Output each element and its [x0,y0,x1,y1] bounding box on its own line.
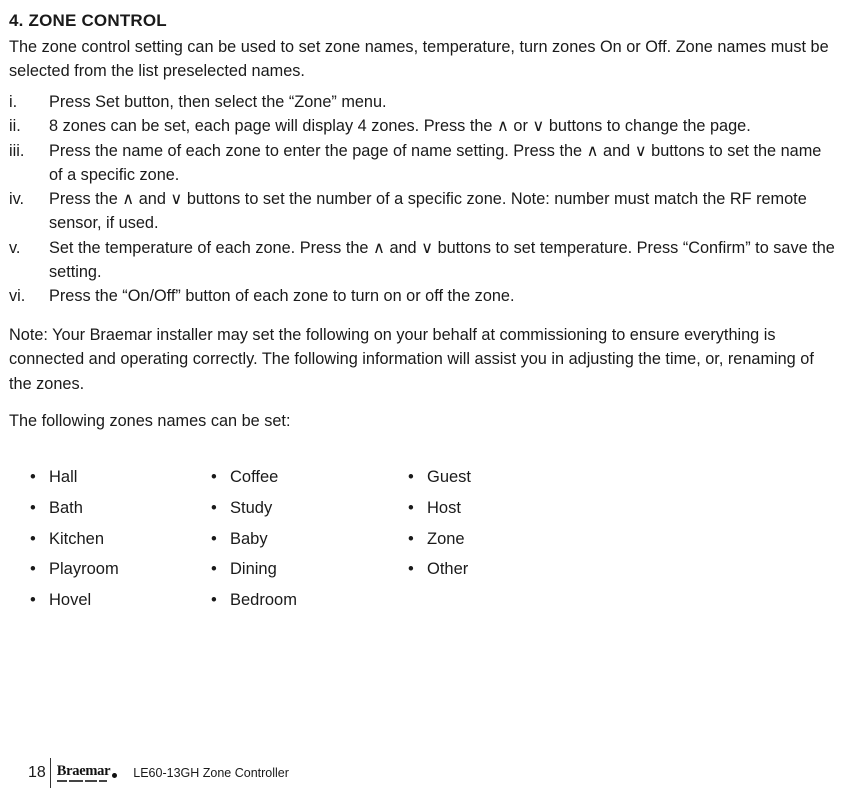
step-number: vi. [9,287,26,306]
logo-subline-mark [99,780,107,782]
zone-list-column-2 [209,462,297,616]
zone-name: Other [427,560,469,579]
bullet-icon: • [30,498,36,517]
zone-name-item [406,554,471,585]
intro-paragraph: The zone control setting can be used to set zone names, temperature, turn zones On or Off. Zone names must be selected from the list preselected names. [9,38,829,81]
zone-name-item [28,524,119,555]
zone-name: Kitchen [49,529,105,548]
step-number: v. [9,238,21,257]
zone-name-item [406,524,471,555]
logo-subline [57,780,107,782]
zone-name: Coffee [230,468,279,486]
zone-name-item [209,493,297,524]
step-text: Press the ∧ and ∨ buttons to set the number of a specific zone. Note: number must match the RF remote sensor, if used. [49,190,807,233]
zone-name: Study [230,498,273,517]
logo-subline-mark [69,780,83,782]
steps-list [9,90,835,309]
step-text: Press Set button, then select the “Zone” menu. [49,93,387,111]
bullet-icon: • [408,468,414,486]
zone-name: Hall [49,468,78,486]
step-item [9,139,835,188]
bullet-icon: • [211,498,217,517]
product-name: LE60-13GH Zone Controller [133,766,289,780]
note-paragraph: Note: Your Braemar installer may set the following on your behalf at commissioning to ensure everything is connected and operating correctly. The following information will assist you in adjusting the time, or, renaming of the zones. [9,326,814,393]
step-number: ii. [9,117,21,136]
zone-name: Bedroom [230,591,297,610]
zone-name-item [28,585,119,616]
zone-name-item [28,462,119,493]
step-text: Press the name of each zone to enter the page of name setting. Press the ∧ and ∨ buttons to set the name of a specific zone. [49,141,822,184]
zone-name-item [209,462,297,493]
bullet-icon: • [408,498,414,517]
zone-list-column-1 [28,462,119,616]
zone-name-item [209,585,297,616]
logo-subline-mark [85,780,97,782]
step-text: Set the temperature of each zone. Press the ∧ and ∨ buttons to set temperature. Press “Confirm” to save the setting. [49,238,835,282]
zone-name-item [209,524,297,555]
zone-name: Host [427,498,461,517]
bullet-icon: • [211,529,217,548]
bullet-icon: • [30,468,36,486]
bullet-icon: • [211,560,217,579]
bullet-icon: • [30,560,36,579]
braemar-logo [57,764,117,782]
page-footer [28,757,289,789]
zone-name: Dining [230,560,277,579]
logo-text: Braemar [56,763,111,779]
step-number: iv. [9,190,25,209]
zone-name: Guest [427,468,472,486]
page-number: 18 [28,764,46,781]
logo-dot-icon [112,773,117,778]
zone-name: Playroom [49,560,119,579]
bullet-icon: • [30,591,36,610]
step-number: iii. [9,141,25,160]
footer-divider [50,758,51,788]
logo-subline-mark [57,780,67,782]
bullet-icon: • [30,529,36,548]
step-item [9,114,835,138]
bullet-icon: • [408,529,414,548]
zone-name-item [209,554,297,585]
step-item [9,90,835,114]
step-text: 8 zones can be set, each page will display 4 zones. Press the ∧ or ∨ buttons to change the page. [49,117,751,136]
bullet-icon: • [211,468,217,486]
step-text: Press the “On/Off” button of each zone to turn on or off the zone. [49,287,515,306]
step-item [9,284,835,308]
zone-name: Baby [230,529,268,548]
zone-name: Hovel [49,591,92,610]
section-heading: 4. ZONE CONTROL [9,11,167,30]
zone-name-item [406,493,471,524]
step-item [9,236,835,285]
zone-name: Zone [427,529,465,548]
bullet-icon: • [408,560,414,579]
zone-name: Bath [49,498,83,517]
step-number: i. [9,93,18,111]
step-item [9,187,835,236]
zone-name-item [28,493,119,524]
zone-list-column-3 [406,462,471,585]
zone-name-item [406,462,471,493]
bullet-icon: • [211,591,217,610]
zone-name-item [28,554,119,585]
zones-intro: The following zones names can be set: [9,412,291,430]
